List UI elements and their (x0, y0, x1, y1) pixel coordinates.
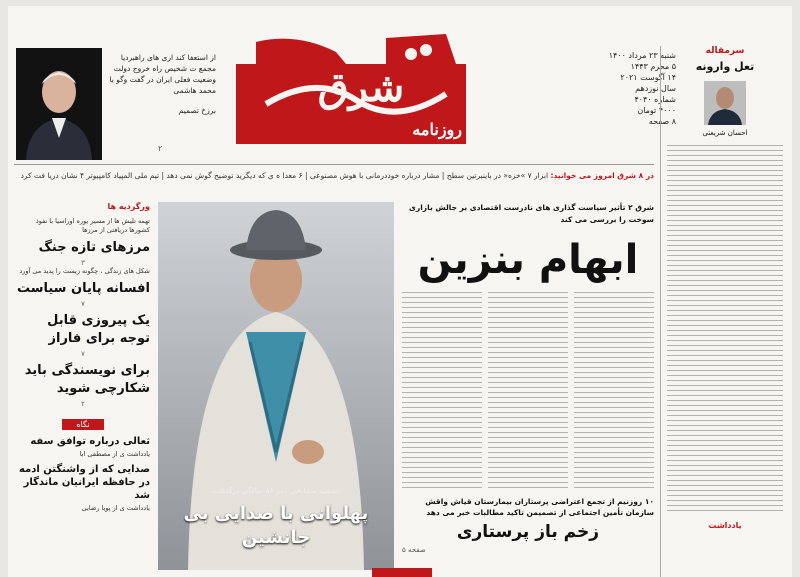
date-line: سال نوزدهم (635, 84, 676, 93)
contents-lead: در ۸ شرق امروز می خوانید: (550, 171, 654, 180)
masthead-title: شرق (317, 64, 405, 111)
newspaper-page (8, 6, 792, 577)
date-line: شنبه ۲۳ مرداد ۱۴۰۰ (608, 51, 676, 60)
left-headline-2: افسانه پایان سیاست (16, 281, 150, 296)
date-line: شماره ۴۰۴۰ (634, 95, 676, 104)
date-line: ۴۰۰۰ تومان (637, 106, 676, 115)
left-section-label: ورگردیه ها (107, 202, 150, 211)
photo-headline: پهلوانی با صدایی بی جانشین (183, 503, 369, 548)
editorial-headline: تعل وارونه (695, 60, 755, 73)
date-line: ۱۴ آگوست ۲۰۲۱ (620, 73, 676, 82)
page-ref: صفحه ۵ (402, 546, 426, 554)
left-small-6: یادداشت ی از پویا رضایی (81, 504, 150, 512)
left-kicker: تهمه تلیش ها از مسیر یوره اوراسیا با نفوذ کشورها دریافتی از مرزها (35, 217, 150, 234)
portrait-page: ۲ (158, 144, 163, 153)
portrait-photo (16, 48, 102, 160)
left-headline-3: یک پیروزی قابل توجه برای فاراز (47, 313, 150, 346)
editorial-body (667, 145, 783, 515)
left-small-1: شکل های زندگی ، چگونه زیست را پدید می آورد (19, 267, 150, 275)
main-story (402, 202, 654, 572)
left-headline-5: ثعالی درباره توافق سفه (30, 436, 150, 447)
bottom-red-bar (372, 568, 432, 577)
masthead (226, 28, 474, 148)
note-label: نگاه (62, 419, 103, 430)
page-number: ۷ (81, 350, 85, 358)
main-body (402, 292, 654, 488)
author-avatar (704, 81, 746, 125)
portrait-author: برزخ تصمیم (178, 106, 216, 115)
left-column (16, 202, 150, 572)
body-column (402, 292, 482, 488)
masthead-subtitle: روزنامه (412, 120, 462, 139)
left-headline-1: مرزهای تازه جنگ (38, 240, 150, 255)
sub-kicker: ۱۰ روزنیم از تجمع اعتراضی پرستاران بیمارستان قیاش واقش سازمان تأمین اجتماعی از تصمیمن تاکید مطالبات خبر می دهد (425, 497, 654, 517)
contents-strip (14, 164, 654, 187)
photo-caption: جمشید مشایخی ، در ۸۶ سالگی درگذشت (211, 486, 341, 495)
page-number: ۳ (81, 259, 85, 267)
page-number: ۲ (81, 400, 85, 408)
date-line: ۸ صفحه (648, 117, 676, 126)
date-line: ۵ محرم ۱۴۴۳ (630, 62, 676, 71)
main-kicker: شرق ۲ تأثیر سیاست گذاری های نادرست اقتصادی بر جالش بازاری سوخت را بررسی می کند (409, 203, 654, 224)
editorial-label: سرمقاله (705, 46, 745, 56)
body-column (488, 292, 568, 488)
left-headline-6: صدایی که از واشنگتن ادمه در حافظه ایرانیان ماندگار شد (18, 464, 150, 501)
main-headline: ابهام بنزین (417, 237, 639, 283)
right-column (660, 46, 789, 577)
left-small-5: یادداشت ی از مصطفی ابا (79, 450, 150, 458)
right-footer-label: یادداشت (708, 521, 742, 530)
left-headline-4: برای نویسندگی باید شکارچی شوید (24, 363, 150, 396)
body-column (574, 292, 654, 488)
portrait-caption: از استعفا کند اری های راهبردیا مجمع ت شخیص راه خروج دولت وضعیت فعلی ایران در گفت وگو با محمد هاشمی (109, 53, 216, 95)
editorial-author: احسان شریعتی (702, 129, 748, 137)
lead-photo (158, 202, 394, 570)
page-number: ۷ (81, 300, 85, 308)
sub-headline: زخم باز پرستاری (456, 522, 600, 542)
contents-items: ابزار ۷ »خزه« در باینبرتین سطح | مشار درباره خوددرمانی با هوش مصنوعی | ۶ معدا ه ی که دیگرید توضیح گوش نمی دهد | تیم ملی المپیاد کامپیوتر ۴ نشان دریا فت کرد (20, 171, 549, 180)
